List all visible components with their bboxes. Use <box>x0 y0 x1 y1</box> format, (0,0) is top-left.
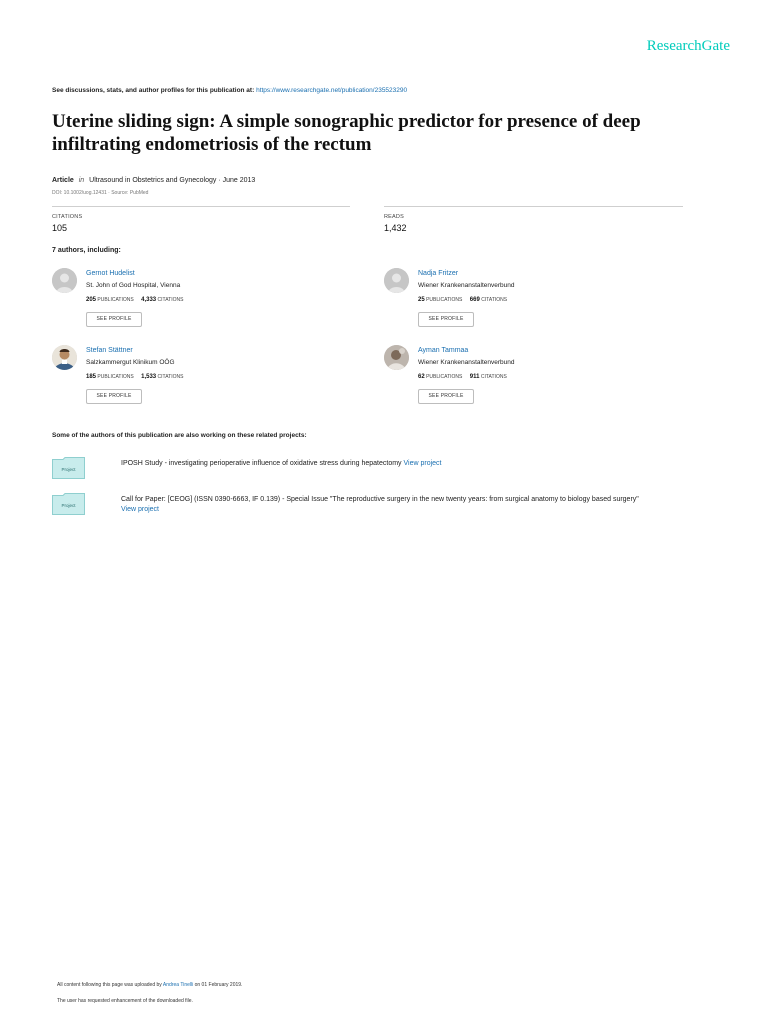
see-discussions-text: See discussions, stats, and author profiles for this publication at: <box>52 87 255 94</box>
divider-left <box>52 206 350 207</box>
author-stats <box>86 297 183 303</box>
citations-label: CITATIONS <box>52 214 83 220</box>
author-institution: Salzkammergut Klinikum OÖG <box>86 359 175 366</box>
citations-label: CITATIONS <box>157 297 184 303</box>
avatar-placeholder-icon[interactable] <box>52 268 77 293</box>
article-meta <box>52 177 255 184</box>
project-text <box>121 457 442 470</box>
author-name[interactable]: Gernot Hudelist <box>86 270 135 277</box>
see-profile-button[interactable]: SEE PROFILE <box>418 389 474 404</box>
citations-label: CITATIONS <box>157 374 184 380</box>
uploader-link[interactable]: Andrea Tinelli <box>162 982 194 988</box>
view-project-link[interactable]: View project <box>121 506 160 513</box>
publications-label: PUBLICATIONS <box>97 374 134 380</box>
publications-count: 205 <box>86 297 97 303</box>
project-folder-icon[interactable] <box>52 493 85 515</box>
author-card <box>52 345 352 415</box>
upload-prefix: All content following this page was uploaded by <box>57 982 162 988</box>
see-discussions-line <box>52 87 407 94</box>
reads-label: READS <box>384 214 404 220</box>
upload-suffix: on 01 February 2019. <box>194 982 243 988</box>
publications-count: 185 <box>86 374 97 380</box>
publication-url-link[interactable]: https://www.researchgate.net/publication/235523290 <box>256 87 408 94</box>
view-project-link[interactable]: View project <box>403 460 442 467</box>
project-folder-label: Project <box>61 467 76 472</box>
author-stats <box>418 297 507 303</box>
author-card <box>384 345 684 415</box>
author-stats <box>86 374 183 380</box>
enhancement-note: The user has requested enhancement of the downloaded file. <box>57 998 193 1004</box>
author-name[interactable]: Ayman Tammaa <box>418 347 469 354</box>
author-stats <box>418 374 507 380</box>
authors-heading: 7 authors, including: <box>52 247 121 254</box>
in-word: in <box>78 177 85 184</box>
project-title: IPOSH Study - investigating perioperative influence of oxidative stress during hepatectomy <box>121 460 402 467</box>
see-profile-button[interactable]: SEE PROFILE <box>86 312 142 327</box>
researchgate-logo[interactable]: ResearchGate <box>646 38 730 54</box>
article-type: Article <box>52 177 74 184</box>
publications-label: PUBLICATIONS <box>426 374 463 380</box>
citations-count: 1,533 <box>141 374 157 380</box>
citations-value: 105 <box>52 223 68 233</box>
see-profile-button[interactable]: SEE PROFILE <box>86 389 142 404</box>
author-name[interactable]: Nadja Fritzer <box>418 270 459 277</box>
upload-note <box>57 982 242 988</box>
project-folder-icon[interactable] <box>52 457 85 479</box>
doi-source: DOI: 10.1002/uog.12431 · Source: PubMed <box>52 190 149 196</box>
citations-label: CITATIONS <box>481 297 508 303</box>
project-folder-label: Project <box>61 503 76 508</box>
citations-count: 911 <box>469 374 480 380</box>
publications-count: 62 <box>418 374 425 380</box>
reads-value: 1,432 <box>384 223 407 233</box>
citations-count: 669 <box>469 297 480 303</box>
publications-count: 25 <box>418 297 425 303</box>
author-card <box>52 268 352 338</box>
article-title: Uterine sliding sign: A simple sonographic predictor for presence of deep infiltrating endometriosis of the rectum <box>52 111 641 155</box>
publications-label: PUBLICATIONS <box>426 297 463 303</box>
see-profile-button[interactable]: SEE PROFILE <box>418 312 474 327</box>
avatar-photo-icon[interactable] <box>52 345 77 370</box>
related-projects-heading: Some of the authors of this publication are also working on these related projects: <box>52 432 307 439</box>
author-institution: Wiener Krankenanstaltenverbund <box>418 282 515 289</box>
author-institution: Wiener Krankenanstaltenverbund <box>418 359 515 366</box>
project-title: Call for Paper: [CEOG] (ISSN 0390-6663, IF 0.139) - Special Issue "The reproductive surgery in the new twenty years: from surgical anatomy to biology based surgery" <box>121 496 639 503</box>
author-card <box>384 268 684 338</box>
avatar-placeholder-icon[interactable] <box>384 268 409 293</box>
publications-label: PUBLICATIONS <box>97 297 134 303</box>
divider-right <box>384 206 683 207</box>
citations-label: CITATIONS <box>480 374 507 380</box>
author-institution: St. John of God Hospital, Vienna <box>86 282 181 289</box>
avatar-photo-icon[interactable] <box>384 345 409 370</box>
citations-count: 4,333 <box>141 297 157 303</box>
journal-date[interactable]: Ultrasound in Obstetrics and Gynecology · June 2013 <box>89 177 256 184</box>
author-name[interactable]: Stefan Stättner <box>86 347 133 354</box>
